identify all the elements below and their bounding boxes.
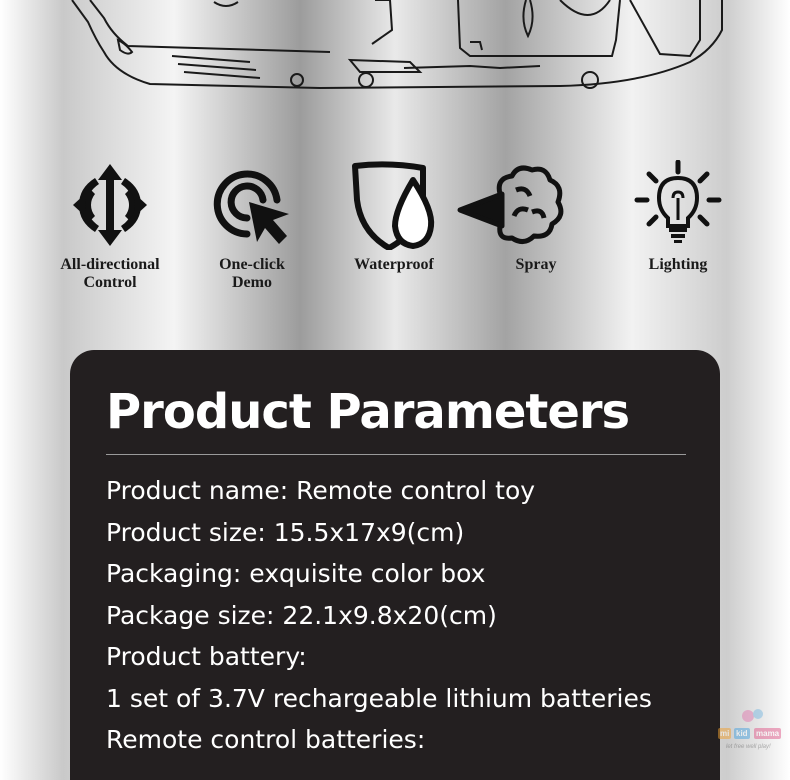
feature-label: Lighting xyxy=(648,256,708,273)
product-line-art xyxy=(0,0,790,110)
light-bulb-icon xyxy=(633,160,723,250)
parameter-line: Package size: 22.1x9.8x20(cm) xyxy=(106,600,497,630)
parameter-line: Remote control batteries: xyxy=(106,725,426,754)
watermark-tagline: let free well play! xyxy=(726,744,771,750)
feature-lighting xyxy=(608,160,748,274)
parameter-list xyxy=(106,470,652,761)
waterproof-shield-icon xyxy=(349,160,439,250)
feature-row xyxy=(40,160,750,300)
parameter-line: Product battery: xyxy=(106,642,307,671)
product-parameters-panel xyxy=(70,350,720,780)
panel-title: Product Parameters xyxy=(106,384,630,440)
feature-label: Spray xyxy=(515,256,557,273)
parameter-line: Packaging: exquisite color box xyxy=(106,559,486,588)
logo-character-icon xyxy=(738,706,768,726)
parameter-line: Product size: 15.5x17x9(cm) xyxy=(106,517,465,547)
feature-label: All-directional Control xyxy=(60,256,160,291)
one-click-cursor-icon xyxy=(207,160,297,250)
feature-all-directional xyxy=(40,160,180,292)
spray-cloud-icon xyxy=(456,160,566,250)
watermark-word: kid xyxy=(736,729,748,738)
watermark-word: mi xyxy=(720,729,730,738)
watermark-logo xyxy=(716,706,786,758)
feature-one-click-demo xyxy=(182,160,322,292)
arrows-all-directional-icon xyxy=(65,160,155,250)
divider xyxy=(106,454,686,455)
feature-waterproof xyxy=(324,160,464,274)
watermark-word: mama xyxy=(756,729,780,738)
parameter-line: Product name: Remote control toy xyxy=(106,476,536,505)
parameter-line: 1 set of 3.7V rechargeable lithium batteries xyxy=(106,683,652,713)
feature-spray xyxy=(466,160,606,274)
feature-label: Waterproof xyxy=(354,256,434,273)
feature-label: One-click Demo xyxy=(219,256,285,291)
